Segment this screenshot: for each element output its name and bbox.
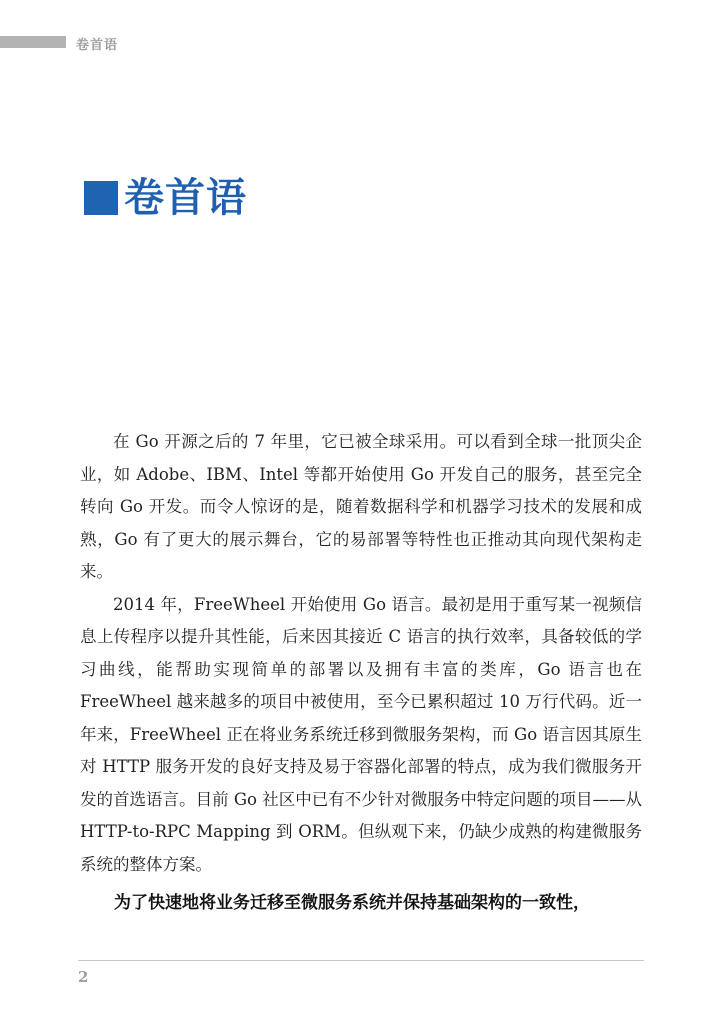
- header-decoration-bar: [0, 36, 66, 48]
- page-title-block: [84, 172, 247, 224]
- body-content: [80, 426, 642, 919]
- page-title: 卷首语: [124, 174, 247, 221]
- paragraph-1: 在 Go 开源之后的 7 年里，它已被全球采用。可以看到全球一批顶尖企业，如 Adobe、IBM、Intel 等都开始使用 Go 开发自己的服务，甚至完全转向 Go 开发。而令人惊讶的是，随着数据科学和机器学习技术的发展和成熟，Go 有了更大的展示舞台，它的易部署等特性也正推动其向现代架构走来。: [80, 432, 642, 581]
- page-number: 2: [78, 968, 89, 986]
- bold-paragraph: 为了快速地将业务迁移至微服务系统并保持基础架构的一致性，: [114, 893, 590, 913]
- footer-divider: [78, 960, 644, 961]
- title-square-icon: [84, 181, 118, 215]
- paragraph-2: 2014 年，FreeWheel 开始使用 Go 语言。最初是用于重写某一视频信息上传程序以提升其性能，后来因其接近 C 语言的执行效率，具备较低的学习曲线，能帮助实现简单的部署以及拥有丰富的类库，Go 语言也在 FreeWheel 越来越多的项目中被使用，至今已累积超过 10 万行代码。近一年来，FreeWheel 正在将业务系统迁移到微服务架构，而 Go 语言因其原生对 HTTP 服务开发的良好支持及易于容器化部署的特点，成为我们微服务开发的首选语言。目前 Go 社区中已有不少针对微服务中特定问题的项目——从 HTTP-to-RPC Mapping 到 ORM。但纵观下来，仍缺少成熟的构建微服务系统的整体方案。: [80, 594, 642, 874]
- running-header: 卷首语: [76, 38, 119, 53]
